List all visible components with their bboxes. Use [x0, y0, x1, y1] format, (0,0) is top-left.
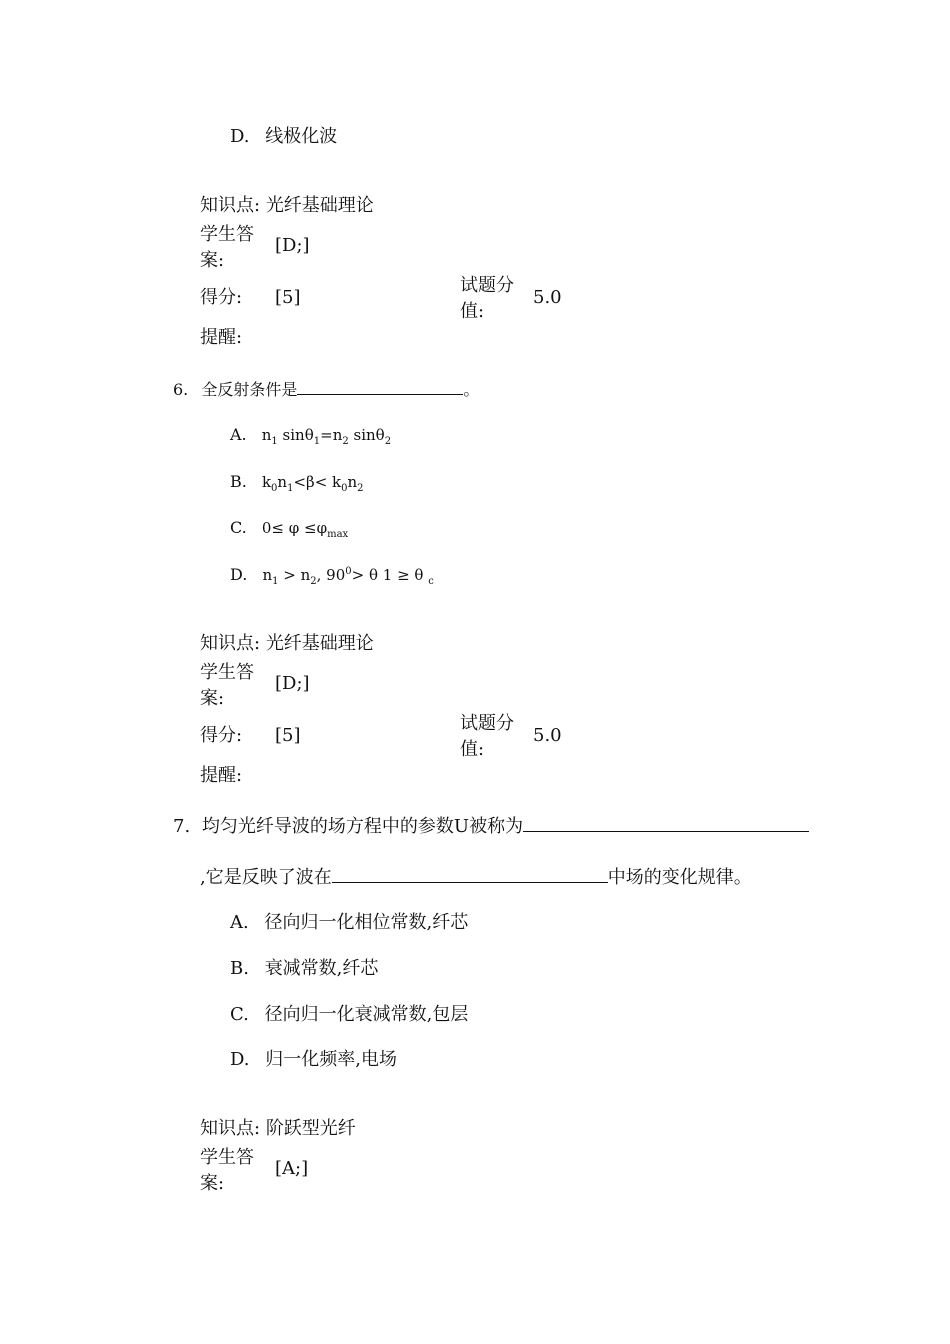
- answer-blank-2: [332, 866, 608, 883]
- option-letter: A.: [230, 425, 247, 444]
- q6-option-a: [230, 424, 391, 449]
- question-number: 6.: [173, 380, 189, 399]
- option-formula: $n_1$ $\sin\theta_1=n_2$ sinθ$_2$: [261, 426, 392, 447]
- answer-label-line2: 案:: [200, 1173, 225, 1195]
- kp-value: 阶跃型光纤: [265, 1118, 356, 1139]
- answer-label-line2: 案:: [200, 688, 225, 710]
- answer-label-line2: 案:: [200, 250, 225, 272]
- option-letter: B.: [230, 958, 249, 979]
- option-letter: C.: [230, 518, 247, 537]
- q6-option-b: [230, 471, 364, 496]
- q7-stem-line2: [200, 866, 752, 890]
- q7-answer-label: [200, 1145, 254, 1197]
- option-letter: B.: [230, 472, 247, 491]
- q6-answer-label: [200, 660, 254, 712]
- q6-answer-value: [D;]: [275, 673, 310, 694]
- option-letter: C.: [230, 1004, 249, 1025]
- option-letter: D.: [230, 565, 248, 584]
- option-text: 衰减常数,纤芯: [264, 958, 379, 979]
- stem-end: 中场的变化规律。: [607, 867, 752, 888]
- option-letter: A.: [230, 912, 249, 933]
- answer-blank-1: [523, 815, 809, 832]
- q6-question-score-value: 5.0: [533, 725, 562, 746]
- q6-score-value: [5]: [275, 725, 301, 746]
- qscore-label-line1: 试题分: [460, 713, 514, 734]
- kp-value: 光纤基础理论: [265, 195, 374, 216]
- q6-option-c: [230, 517, 348, 542]
- q7-option-d: [230, 1048, 397, 1072]
- answer-label-line1: 学生答: [200, 1147, 254, 1168]
- stem-text: 均匀光纤导波的场方程中的参数U被称为: [201, 816, 524, 837]
- option-formula: $k_0n_1<\beta< k_0n_2$: [261, 473, 364, 494]
- answer-label-line1: 学生答: [200, 224, 254, 245]
- q5-score-label: 得分:: [200, 287, 243, 308]
- q6-stem: [173, 378, 479, 401]
- q5-answer-label: [200, 222, 254, 274]
- q5-score-value: [5]: [275, 287, 301, 308]
- kp-value: 光纤基础理论: [265, 633, 374, 654]
- qscore-label-line2: 值:: [460, 301, 485, 323]
- q5-question-score-value: 5.0: [533, 287, 562, 308]
- option-letter: D.: [230, 126, 250, 147]
- q5-question-score-label: [460, 273, 514, 325]
- kp-label: 知识点:: [200, 633, 261, 654]
- option-formula: $0\le \varphi \le\varphi_{max}$: [261, 519, 349, 540]
- qscore-label-line1: 试题分: [460, 275, 514, 296]
- stem-text: ,它是反映了波在: [200, 867, 332, 888]
- q6-score-label: 得分:: [200, 725, 243, 746]
- q7-answer-value: [A;]: [275, 1158, 309, 1179]
- q6-question-score-label: [460, 711, 514, 763]
- q5-option-d: [230, 125, 337, 149]
- option-text: 归一化频率,电场: [265, 1049, 397, 1070]
- option-letter: D.: [230, 1049, 250, 1070]
- q6-tip-label: 提醒:: [200, 765, 243, 786]
- stem-text: 全反射条件是: [201, 380, 298, 399]
- answer-blank: [297, 378, 463, 395]
- kp-label: 知识点:: [200, 195, 261, 216]
- kp-label: 知识点:: [200, 1118, 261, 1139]
- q6-knowledge-point: [200, 632, 374, 656]
- q6-option-d: [230, 564, 434, 589]
- option-text: 径向归一化相位常数,纤芯: [264, 912, 469, 933]
- q5-tip-label: 提醒:: [200, 327, 243, 348]
- option-text: 线极化波: [265, 126, 338, 147]
- q7-knowledge-point: [200, 1117, 356, 1141]
- option-formula: $n_1 > n_2$, $90^0> \theta$ 1 ≥ θ $_c$: [262, 566, 434, 587]
- q7-stem-line1: [173, 815, 809, 839]
- stem-end: 。: [463, 380, 480, 399]
- q7-option-c: [230, 1003, 468, 1027]
- q5-answer-value: [D;]: [275, 235, 310, 256]
- question-number: 7.: [173, 816, 191, 837]
- answer-label-line1: 学生答: [200, 662, 254, 683]
- q7-option-b: [230, 957, 378, 981]
- q5-knowledge-point: [200, 194, 374, 218]
- q7-option-a: [230, 911, 468, 935]
- option-text: 径向归一化衰减常数,包层: [264, 1004, 469, 1025]
- qscore-label-line2: 值:: [460, 739, 485, 761]
